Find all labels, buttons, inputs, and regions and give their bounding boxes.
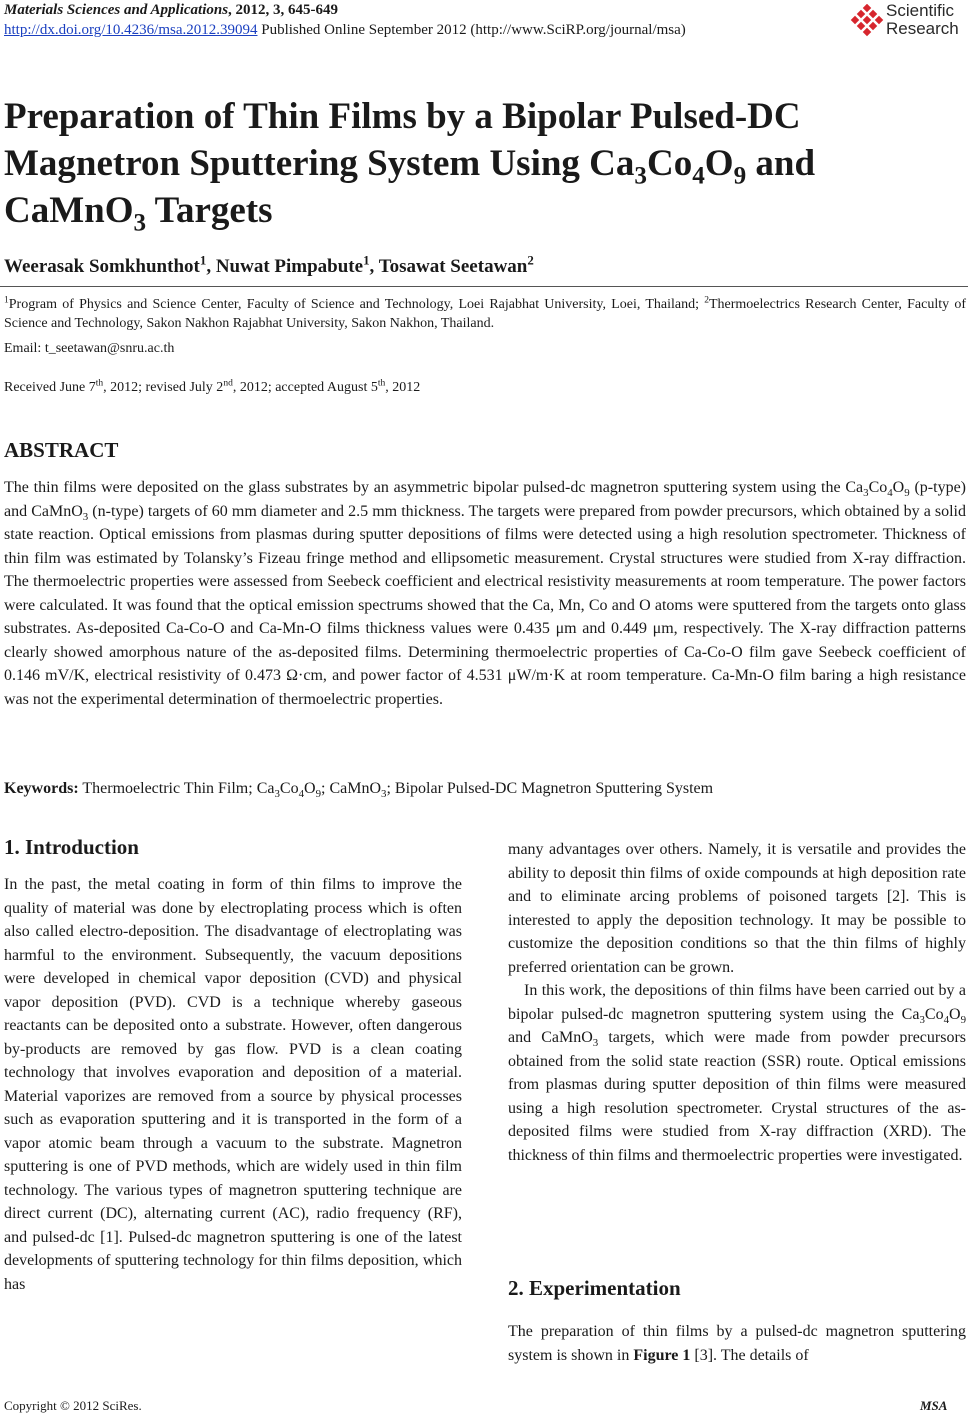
logo-diamond (863, 28, 871, 36)
doi-link[interactable]: http://dx.doi.org/10.4236/msa.2012.39094 (4, 22, 258, 38)
scirp-logo-icon (850, 4, 884, 38)
logo-word-scientific: Scientific (886, 1, 955, 20)
introduction-paragraph-2: In this work, the depositions of thin films have been carried out by a bipolar pulsed-dc magnetron sputtering system using the $Ca_3Co_4O_9$ and CaMnO$_3$ targets, which were made from powder precursors obtained from the solid state reaction (SSR) route. Optical emissions from plasmas during sputter deposition of thin films were measured using a high resolution spectrometer. Crystal structures of the as-deposited films were studied from X-ray diffraction (XRD). The thickness of thin films and thermoelectric properties were investigated. (508, 982, 967, 1164)
figure-1-reference[interactable]: Figure 1 (633, 1346, 691, 1364)
author-2: , Nuwat Pimpabute (206, 256, 364, 277)
author-1: Weerasak Somkhunthot (4, 256, 200, 277)
footer-journal-abbreviation: MSA (920, 1398, 948, 1413)
logo-word-research: Research (886, 19, 959, 38)
author-3: , Tosawat Seetawan (369, 256, 528, 277)
journal-volume-pages: , 2012, 3, 645-649 (228, 2, 339, 18)
logo-diamond (857, 22, 865, 30)
author-list: Weerasak Somkhunthot$^1$, Nuwat Pimpabute$^1$, Tosawat Seetawan$^2$ (4, 252, 534, 277)
affiliations: $^1$Program of Physics and Science Center, Faculty of Science and Technology, Loei Rajabhat University, Loei, Thailand; $^2$Thermoelectrics Research Center, Faculty of Science and Technology, Sakon Nakhon Rajabhat University, Sakon Nakhon, Thailand. (4, 295, 967, 331)
scirp-logo (850, 2, 966, 44)
logo-diamond (851, 16, 859, 24)
abstract-body: The thin films were deposited on the glass substrates by an asymmetric bipolar pulsed-dc magnetron sputtering system using the $Ca_3Co_4O_9$ (p-type) and CaMnO$_3$ (n-type) targets of 60 mm diameter and 2.5 mm thickness. The targets were prepared from powder precursors, which obtained by a solid state reaction. Optical emissions from plasmas during sputter depositions of films were detected using a high resolution spectrometer. Thickness of thin film was estimated by Tolansky’s Fizeau fringe method and ellipsometic measurement. Crystal structures were studied from X-ray diffraction. The thermoelectric properties were assessed from Seebeck coefficient and electrical resistivity measurements at room temperature. The power factors were calculated. It was found that the optical emission spectrums showed that the Ca, Mn, Co and O atoms were sputtered from the targets onto glass substrates. As-deposited Ca-Co-O and Ca-Mn-O films thickness values were 0.435 μm and 0.449 μm, respectively. The X-ray diffraction patterns clearly showed amorphous nature of the as-deposited films. Determining thermoelectric properties of Ca-Co-O film gave Seebeck coefficient of 0.146 mV/K, electrical resistivity of 0.473 Ω·cm, and power factor of 4.531 μW/m·K at room temperature. Ca-Mn-O film baring a high resistance was not the experimental determination of thermoelectric properties. (4, 479, 967, 708)
journal-name: Materials Sciences and Applications (4, 2, 229, 18)
doi-line (4, 22, 686, 39)
logo-wordmark (886, 2, 959, 38)
section-heading-introduction: 1. Introduction (4, 835, 139, 859)
introduction-paragraph-1-continued: many advantages over others. Namely, it is versatile and provides the ability to deposit thin films of oxide compounds at high deposition rate and to eliminate arcing problems of poisoned targets [2]. This is interested to apply the deposition technology. It may be possible to customize the deposition conditions so that the thin films of highly preferred orientation can be grown. (508, 841, 966, 976)
footer-copyright: Copyright © 2012 SciRes. (4, 1398, 142, 1413)
logo-diamond (857, 10, 865, 18)
logo-diamond (869, 10, 877, 18)
experimentation-paragraph-1: The preparation of thin films by a pulsed-dc magnetron sputtering system is shown in Figure 1 [3]. The details of (508, 1323, 966, 1364)
corresponding-email: Email: t_seetawan@snru.ac.th (4, 341, 175, 356)
abstract-heading: ABSTRACT (4, 438, 119, 462)
title-line-1: Preparation of Thin Films by a Bipolar Pulsed-DC (4, 96, 801, 137)
logo-diamond (875, 16, 883, 24)
journal-citation (4, 2, 338, 19)
logo-diamond (863, 4, 871, 12)
keywords: Keywords: Thermoelectric Thin Film; $Ca_3Co_4O_9$; CaMnO$_3$; Bipolar Pulsed-DC Magnetron Sputtering System (4, 780, 714, 801)
title-line-2: Magnetron Sputtering System Using $Ca_3Co_4O_9$ and (4, 143, 816, 190)
logo-diamond (863, 16, 871, 24)
section-heading-experimentation: 2. Experimentation (508, 1276, 681, 1300)
header-divider (0, 286, 968, 287)
keywords-label: Keywords: (4, 780, 79, 797)
paper-title (4, 93, 944, 237)
logo-diamond (869, 22, 877, 30)
published-online-text: Published Online September 2012 (http://www.SciRP.org/journal/msa) (257, 22, 686, 38)
received-dates: Received June 7th, 2012; revised July 2nd, 2012; accepted August 5th, 2012 (4, 378, 421, 395)
title-line-3: CaMnO$_3$ Targets (4, 190, 273, 237)
introduction-paragraph-1: In the past, the metal coating in form of thin films to improve the quality of material was done by electroplating process which is often also called electro-deposition. The disadvantage of electroplating was harmful to the environment. Subsequently, the vacuum depositions were developed in chemical vapor deposition (CVD) and physical vapor deposition (PVD). CVD is a technique whereby gaseous reactants can be deposited onto a substrate. However, often dangerous by-products are removed by gas flow. PVD is a clean coating technology that involves evaporation and deposition of a material. Material vaporizes are removed from a source by physical processes such as evaporation sputtering and it is transported in the form of a vapor atomic beam through a vacuum to the substrate. Magnetron sputtering is one of PVD methods, which are widely used in thin film technology. The various types of magnetron sputtering technique are direct current (DC), alternating current (AC), radio frequency (RF), and pulsed-dc [1]. Pulsed-dc magnetron sputtering is one of the latest developments of sputtering technology for thin films deposition, which has (4, 876, 462, 1293)
introduction-right-column (508, 838, 966, 1167)
